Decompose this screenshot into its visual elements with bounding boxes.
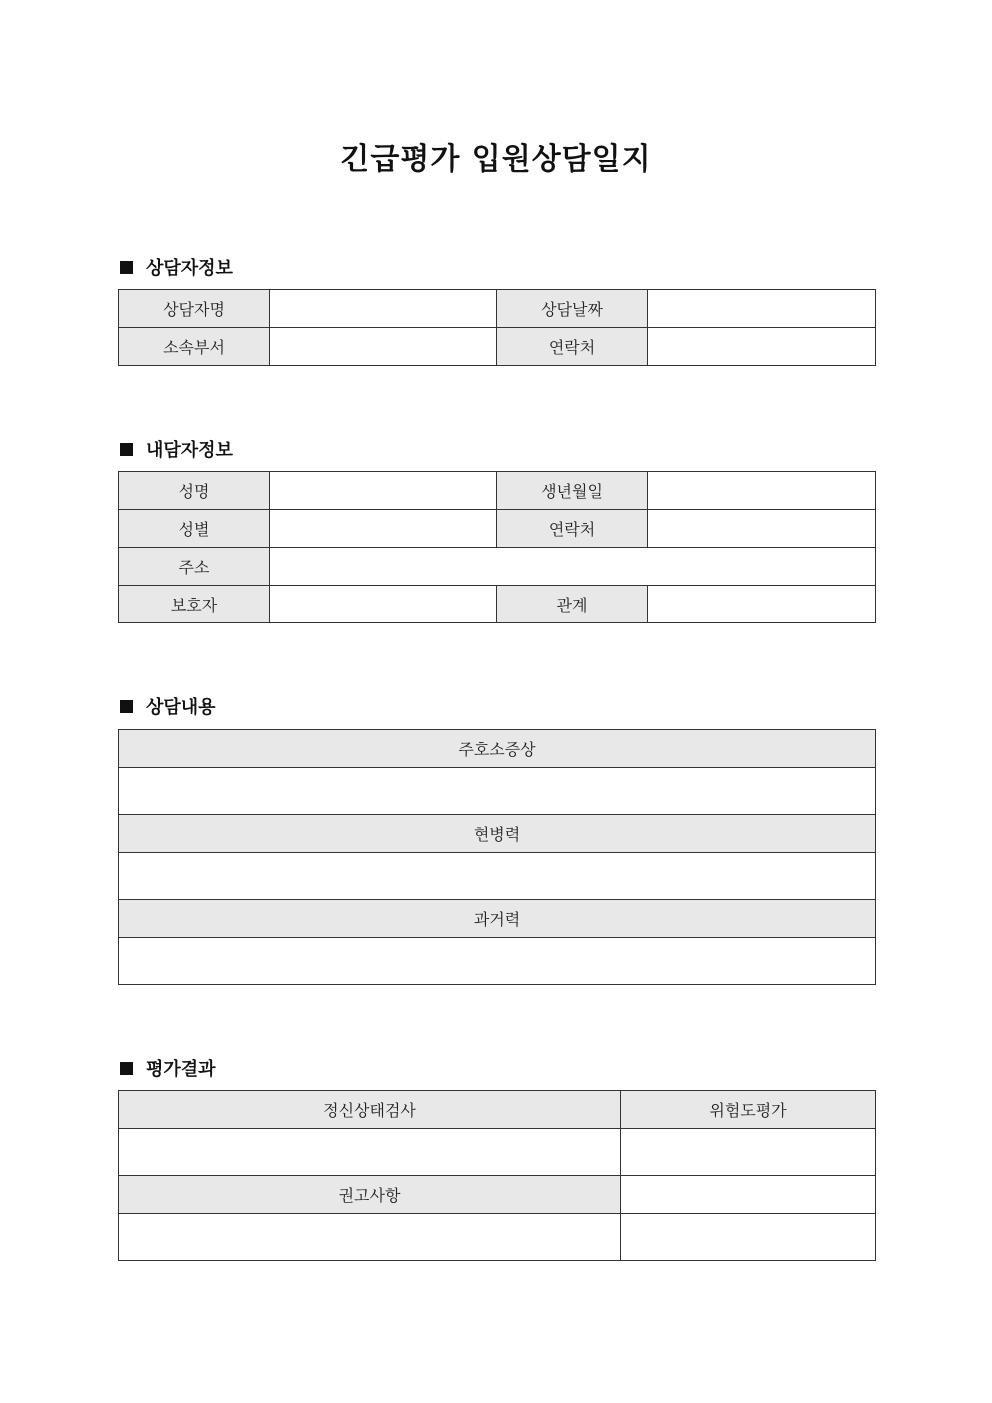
present-history-label: 현병력 [119,815,876,853]
risk-field-3[interactable] [621,1214,876,1261]
past-history-field[interactable] [119,938,876,985]
counselor-dept-field[interactable] [270,328,497,366]
section-client-heading [120,436,233,462]
client-name-label: 성명 [119,472,270,510]
complaint-label: 주호소증상 [119,730,876,768]
counselor-table [118,289,876,366]
client-guardian-label: 보호자 [119,586,270,623]
client-contact-label: 연락처 [497,510,648,548]
mental-status-label: 정신상태검사 [119,1091,621,1129]
section-consult-label: 상담내용 [146,697,216,718]
client-relation-field[interactable] [648,586,876,623]
risk-field-2[interactable] [621,1176,876,1214]
counselor-name-label: 상담자명 [119,290,270,328]
mental-status-field[interactable] [119,1129,621,1176]
client-birth-field[interactable] [648,472,876,510]
counselor-date-label: 상담날짜 [497,290,648,328]
client-sex-label: 성별 [119,510,270,548]
square-bullet-icon [120,700,133,713]
counselor-name-field[interactable] [270,290,497,328]
recommend-label: 권고사항 [119,1176,621,1214]
recommend-field[interactable] [119,1214,621,1261]
complaint-field[interactable] [119,768,876,815]
client-contact-field[interactable] [648,510,876,548]
past-history-label: 과거력 [119,900,876,938]
square-bullet-icon [120,261,133,274]
section-result-heading [120,1055,216,1081]
page-title: 긴급평가 입원상담일지 [340,142,652,177]
risk-label: 위험도평가 [621,1091,876,1129]
counselor-contact-field[interactable] [648,328,876,366]
client-address-field[interactable] [270,548,876,586]
section-client-label: 내담자정보 [146,440,233,461]
square-bullet-icon [120,443,133,456]
client-birth-label: 생년월일 [497,472,648,510]
client-sex-field[interactable] [270,510,497,548]
client-address-label: 주소 [119,548,270,586]
client-relation-label: 관계 [497,586,648,623]
risk-field[interactable] [621,1129,876,1176]
client-table [118,471,876,623]
counselor-date-field[interactable] [648,290,876,328]
result-table [118,1090,876,1261]
client-guardian-field[interactable] [270,586,497,623]
client-name-field[interactable] [270,472,497,510]
square-bullet-icon [120,1062,133,1075]
section-counselor-label: 상담자정보 [146,258,233,279]
present-history-field[interactable] [119,853,876,900]
consult-table [118,729,876,985]
counselor-dept-label: 소속부서 [119,328,270,366]
counselor-contact-label: 연락처 [497,328,648,366]
section-counselor-heading [120,254,233,280]
section-consult-heading [120,693,216,719]
section-result-label: 평가결과 [146,1059,216,1080]
